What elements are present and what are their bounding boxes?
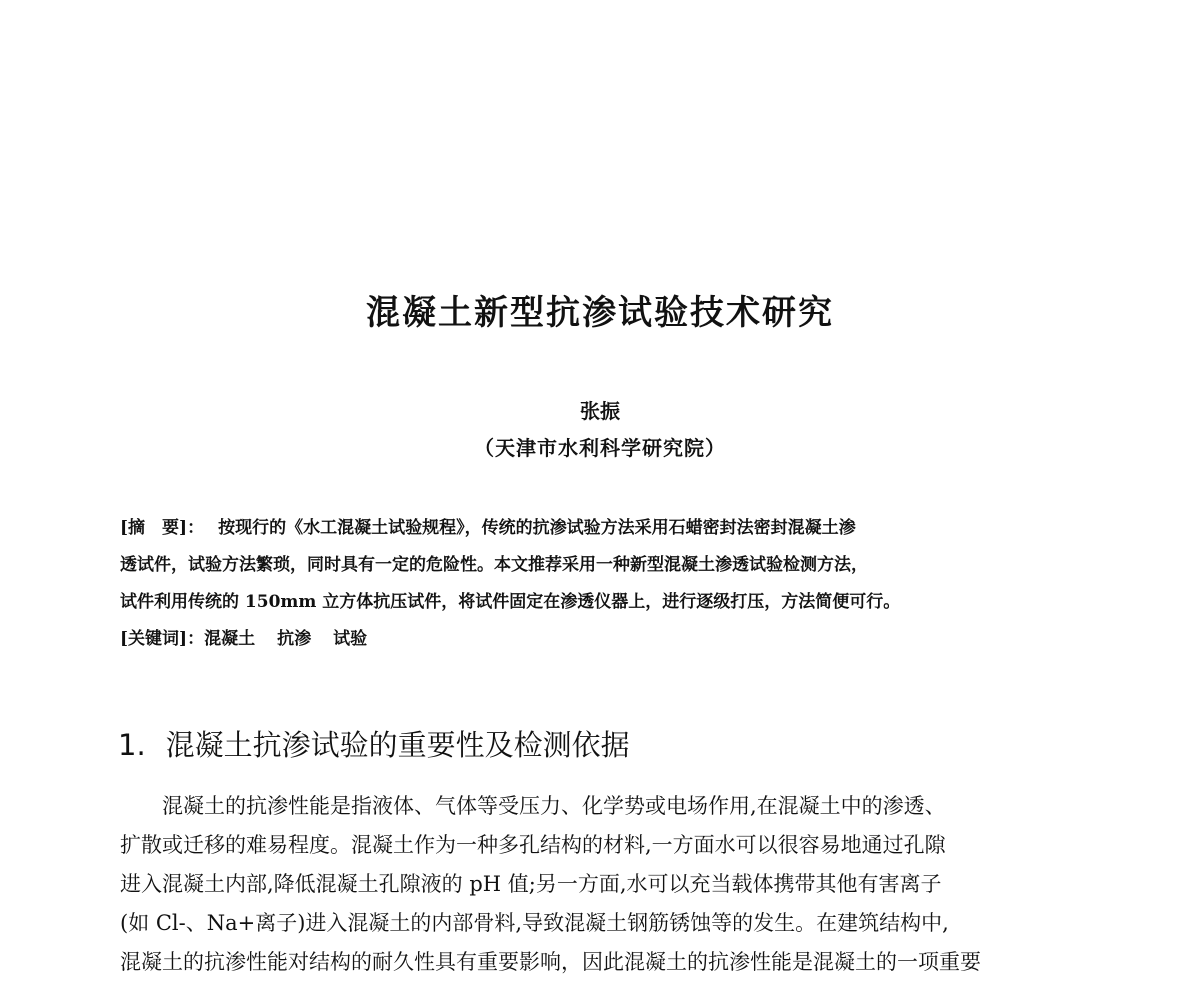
paper-title: 混凝土新型抗渗试验技术研究 <box>366 293 834 333</box>
section-number: 1. <box>118 728 146 762</box>
abstract-line <box>120 510 1080 547</box>
section-title: 混凝土抗渗试验的重要性及检测依据 <box>165 728 630 762</box>
keywords-label: [关键词]： <box>120 629 205 649</box>
section-body <box>120 787 1105 982</box>
author-name: 张振 <box>580 399 620 423</box>
keywords-line <box>120 621 1080 658</box>
abstract-line: 试件利用传统的 150mm 立方体抗压试件，将试件固定在渗透仪器上，进行逐级打压，方法简便可行。 <box>120 592 901 612</box>
section-heading <box>118 723 630 764</box>
keyword: 混凝土 <box>204 629 256 649</box>
author-affiliation: （天津市水利科学研究院） <box>474 436 726 460</box>
body-line: 混凝土的抗渗性能对结构的耐久性具有重要影响，因此混凝土的抗渗性能是混凝土的一项重要 <box>120 950 981 974</box>
body-line: 扩散或迁移的难易程度。混凝土作为一种多孔结构的材料,一方面水可以很容易地通过孔隙 <box>120 833 946 857</box>
body-line: 混凝土的抗渗性能是指液体、气体等受压力、化学势或电场作用,在混凝土中的渗透、 <box>162 794 946 818</box>
abstract-line: 透试件，试验方法繁琐，同时具有一定的危险性。本文推荐采用一种新型混凝土渗透试验检测方法， <box>120 555 868 575</box>
keyword: 试验 <box>333 629 368 649</box>
abstract-block <box>120 510 1080 658</box>
abstract-label: [摘 要]： <box>120 518 205 538</box>
abstract-text: 按现行的《水工混凝土试验规程》，传统的抗渗试验方法采用石蜡密封法密封混凝土渗 <box>218 518 856 538</box>
body-line: 进入混凝土内部,降低混凝土孔隙液的 pH 值;另一方面,水可以充当载体携带其他有害离子 <box>120 872 942 896</box>
keyword: 抗渗 <box>277 629 312 649</box>
body-line: (如 Cl-、Na+离子)进入混凝土的内部骨料,导致混凝土钢筋锈蚀等的发生。在建筑结构中, <box>120 911 949 935</box>
